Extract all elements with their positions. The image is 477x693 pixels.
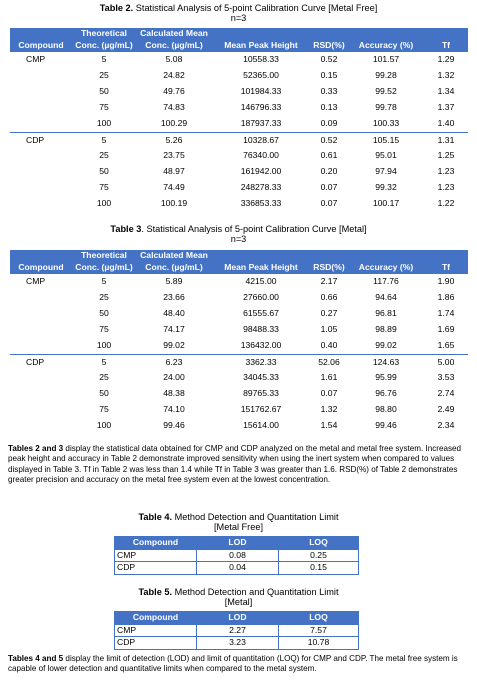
theoretical-conc-cell: 25 [99, 372, 109, 383]
table2-n: n=3 [230, 13, 247, 23]
header-compound: Compound [115, 612, 197, 625]
compound-cell: CDP [115, 637, 197, 650]
table4-caption [0, 512, 477, 532]
table-row [10, 84, 468, 100]
theoretical-conc-cell: 50 [99, 307, 109, 318]
tf-cell: 1.86 [437, 291, 455, 302]
compound-cell: CMP [115, 549, 197, 562]
compound-cell: CMP [10, 52, 72, 68]
theoretical-conc-cell: 25 [99, 150, 109, 161]
header-theoretical-unit: Conc. (µg/mL) [72, 39, 136, 52]
header-compound: Compound [10, 261, 72, 274]
compound-cell [10, 338, 72, 354]
table2-title-bold: Table 2. [99, 3, 134, 13]
table-row [10, 180, 468, 196]
tf-cell: 3.53 [437, 372, 455, 383]
table-row [10, 402, 468, 418]
theoretical-conc-cell: 75 [99, 323, 109, 334]
paragraph-2-bold: Tables 4 and 5 [8, 654, 64, 663]
table-row [10, 354, 468, 370]
header-calculated-unit: Conc. (µg/mL) [136, 261, 212, 274]
rsd-cell: 0.07 [320, 388, 338, 399]
rsd-cell: 0.20 [320, 166, 338, 177]
table-row [10, 100, 468, 116]
theoretical-conc-cell: 5 [72, 132, 136, 148]
compound-cell [10, 116, 72, 132]
tf-cell: 1.90 [424, 274, 468, 290]
tf-cell: 2.49 [437, 404, 455, 415]
table3-header-row-2 [10, 261, 468, 274]
peak-height-cell: 136432.00 [240, 339, 282, 350]
calculated-conc-cell: 99.02 [163, 339, 185, 350]
table3-title: . Statistical Analysis of 5-point Calibration Curve [Metal] [141, 224, 367, 234]
header-loq: LOQ [279, 537, 359, 550]
header-lod: LOD [197, 537, 279, 550]
rsd-cell: 0.52 [310, 52, 348, 68]
calculated-conc-cell: 48.38 [163, 388, 185, 399]
paragraph-2-text: display the limit of detection (LOD) and limit of quantitation (LOQ) for CMP and CDP. The metal free system is capable of lower detection and quantitative limits when compared to the metal system. [8, 654, 458, 674]
table5 [114, 611, 359, 650]
table-row [10, 116, 468, 132]
table2-header-row-2 [10, 39, 468, 52]
table-row [10, 274, 468, 290]
table2 [10, 28, 468, 212]
loq-cell: 0.15 [279, 562, 359, 575]
table-row [115, 637, 359, 650]
header-peak: Mean Peak Height [212, 39, 310, 52]
calculated-conc-cell: 99.46 [163, 420, 185, 431]
peak-height-cell: 15614.00 [243, 420, 279, 431]
header-calculated: Calculated Mean [136, 250, 212, 261]
paragraph-tables-2-3 [0, 444, 477, 486]
tf-cell: 1.32 [437, 69, 455, 80]
calculated-conc-cell: 23.75 [163, 150, 185, 161]
peak-height-cell: 27660.00 [243, 291, 279, 302]
theoretical-conc-cell: 100 [96, 420, 112, 431]
calculated-conc-cell: 100.29 [160, 117, 188, 128]
theoretical-conc-cell: 75 [99, 101, 109, 112]
compound-cell: CMP [10, 274, 72, 290]
rsd-cell: 0.33 [320, 85, 338, 96]
accuracy-cell: 99.32 [375, 182, 397, 193]
compound-cell [10, 100, 72, 116]
peak-height-cell: 248278.33 [240, 182, 282, 193]
header-compound: Compound [10, 39, 72, 52]
table-row [10, 386, 468, 402]
accuracy-cell: 96.76 [375, 388, 397, 399]
peak-height-cell: 89765.33 [243, 388, 279, 399]
table-row [10, 290, 468, 306]
calculated-conc-cell: 23.66 [163, 291, 185, 302]
lod-cell: 3.23 [197, 637, 279, 650]
accuracy-cell: 98.80 [375, 404, 397, 415]
rsd-cell: 0.15 [320, 69, 338, 80]
peak-height-cell: 146796.33 [240, 101, 282, 112]
compound-cell: CMP [115, 624, 197, 637]
rsd-cell: 0.09 [320, 117, 338, 128]
peak-height-cell: 98488.33 [243, 323, 279, 334]
table4-subtitle: [Metal Free] [213, 522, 263, 532]
accuracy-cell: 96.81 [375, 307, 397, 318]
table3-title-bold: Table 3 [110, 224, 142, 234]
table3-caption [0, 224, 477, 244]
peak-height-cell: 10328.67 [212, 132, 310, 148]
header-theoretical-unit: Conc. (µg/mL) [72, 261, 136, 274]
accuracy-cell: 117.76 [348, 274, 424, 290]
calculated-conc-cell: 74.83 [163, 101, 185, 112]
compound-cell [10, 322, 72, 338]
lod-cell: 2.27 [197, 624, 279, 637]
compound-cell [10, 402, 72, 418]
theoretical-conc-cell: 50 [99, 85, 109, 96]
table-row [115, 562, 359, 575]
accuracy-cell: 105.15 [348, 132, 424, 148]
accuracy-cell: 97.94 [375, 166, 397, 177]
paragraph-tables-4-5 [0, 654, 477, 675]
rsd-cell: 0.40 [320, 339, 338, 350]
theoretical-conc-cell: 5 [72, 274, 136, 290]
calculated-conc-cell: 100.19 [160, 198, 188, 209]
header-rsd: RSD(%) [310, 39, 348, 52]
header-peak: Mean Peak Height [212, 261, 310, 274]
tf-cell: 1.31 [424, 132, 468, 148]
accuracy-cell: 99.52 [375, 85, 397, 96]
table5-caption [0, 587, 477, 607]
rsd-cell: 1.61 [320, 372, 338, 383]
peak-height-cell: 4215.00 [212, 274, 310, 290]
theoretical-conc-cell: 100 [96, 198, 112, 209]
tf-cell: 1.23 [437, 166, 455, 177]
rsd-cell: 0.27 [320, 307, 338, 318]
compound-cell [10, 418, 72, 434]
theoretical-conc-cell: 100 [96, 117, 112, 128]
table3-header-row-1 [10, 250, 468, 261]
accuracy-cell: 99.78 [375, 101, 397, 112]
tf-cell: 1.69 [437, 323, 455, 334]
accuracy-cell: 99.02 [375, 339, 397, 350]
accuracy-cell: 100.33 [372, 117, 400, 128]
table-row [10, 68, 468, 84]
theoretical-conc-cell: 75 [99, 404, 109, 415]
table5-title: Method Detection and Quantitation Limit [172, 587, 339, 597]
calculated-conc-cell: 74.10 [163, 404, 185, 415]
compound-cell [10, 148, 72, 164]
lod-cell: 0.08 [197, 549, 279, 562]
table5-header-row [115, 612, 359, 625]
table-row [10, 148, 468, 164]
theoretical-conc-cell: 25 [99, 69, 109, 80]
theoretical-conc-cell: 50 [99, 166, 109, 177]
table2-title: Statistical Analysis of 5-point Calibration Curve [Metal Free] [133, 3, 378, 13]
compound-cell: CDP [10, 132, 72, 148]
tf-cell: 1.22 [437, 198, 455, 209]
peak-height-cell: 3362.33 [212, 354, 310, 370]
header-calculated: Calculated Mean [136, 28, 212, 39]
calculated-conc-cell: 6.23 [136, 354, 212, 370]
table4-title-bold: Table 4. [138, 512, 173, 522]
theoretical-conc-cell: 50 [99, 388, 109, 399]
loq-cell: 0.25 [279, 549, 359, 562]
peak-height-cell: 151762.67 [240, 404, 282, 415]
peak-height-cell: 10558.33 [212, 52, 310, 68]
accuracy-cell: 95.99 [375, 372, 397, 383]
compound-cell: CDP [115, 562, 197, 575]
table4 [114, 536, 359, 575]
header-accuracy: Accuracy (%) [348, 39, 424, 52]
table-row [10, 338, 468, 354]
table-row [115, 549, 359, 562]
accuracy-cell: 98.89 [375, 323, 397, 334]
accuracy-cell: 100.17 [372, 198, 400, 209]
tf-cell: 1.29 [424, 52, 468, 68]
compound-cell [10, 290, 72, 306]
table2-caption [0, 3, 477, 23]
table-row [10, 418, 468, 434]
rsd-cell: 0.07 [320, 198, 338, 209]
compound-cell [10, 84, 72, 100]
calculated-conc-cell: 5.89 [136, 274, 212, 290]
rsd-cell: 0.13 [320, 101, 338, 112]
header-loq: LOQ [279, 612, 359, 625]
compound-cell [10, 386, 72, 402]
theoretical-conc-cell: 25 [99, 291, 109, 302]
tf-cell: 1.23 [437, 182, 455, 193]
rsd-cell: 0.66 [320, 291, 338, 302]
table3 [10, 250, 468, 434]
theoretical-conc-cell: 75 [99, 182, 109, 193]
compound-cell [10, 306, 72, 322]
compound-cell [10, 196, 72, 212]
peak-height-cell: 187937.33 [240, 117, 282, 128]
tf-cell: 1.40 [437, 117, 455, 128]
table4-header-row [115, 537, 359, 550]
table-row [10, 52, 468, 68]
theoretical-conc-cell: 100 [96, 339, 112, 350]
paragraph-1-bold: Tables 2 and 3 [8, 444, 64, 453]
peak-height-cell: 336853.33 [240, 198, 282, 209]
header-tf: Tf [424, 261, 468, 274]
peak-height-cell: 161942.00 [240, 166, 282, 177]
calculated-conc-cell: 48.40 [163, 307, 185, 318]
header-lod: LOD [197, 612, 279, 625]
tf-cell: 1.74 [437, 307, 455, 318]
compound-cell [10, 164, 72, 180]
table-row [10, 196, 468, 212]
header-calculated-unit: Conc. (µg/mL) [136, 39, 212, 52]
rsd-cell: 1.54 [320, 420, 338, 431]
lod-cell: 0.04 [197, 562, 279, 575]
rsd-cell: 52.06 [310, 354, 348, 370]
header-theoretical: Theoretical [72, 250, 136, 261]
table-row [10, 164, 468, 180]
rsd-cell: 2.17 [310, 274, 348, 290]
calculated-conc-cell: 74.49 [163, 182, 185, 193]
calculated-conc-cell: 24.82 [163, 69, 185, 80]
calculated-conc-cell: 48.97 [163, 166, 185, 177]
table2-header-row-1 [10, 28, 468, 39]
compound-cell [10, 68, 72, 84]
calculated-conc-cell: 5.26 [136, 132, 212, 148]
table5-subtitle: [Metal] [224, 597, 253, 607]
rsd-cell: 0.61 [320, 150, 338, 161]
peak-height-cell: 76340.00 [243, 150, 279, 161]
accuracy-cell: 99.28 [375, 69, 397, 80]
accuracy-cell: 99.46 [375, 420, 397, 431]
rsd-cell: 1.05 [320, 323, 338, 334]
table-row [10, 306, 468, 322]
table-row [10, 370, 468, 386]
tf-cell: 1.25 [437, 150, 455, 161]
calculated-conc-cell: 5.08 [136, 52, 212, 68]
table5-title-bold: Table 5. [138, 587, 173, 597]
table3-n: n=3 [230, 234, 247, 244]
table-row [10, 322, 468, 338]
header-theoretical: Theoretical [72, 28, 136, 39]
tf-cell: 1.34 [437, 85, 455, 96]
table-row [115, 624, 359, 637]
peak-height-cell: 101984.33 [240, 85, 282, 96]
table-row [10, 132, 468, 148]
loq-cell: 7.57 [279, 624, 359, 637]
header-compound: Compound [115, 537, 197, 550]
compound-cell [10, 370, 72, 386]
peak-height-cell: 61555.67 [243, 307, 279, 318]
rsd-cell: 0.07 [320, 182, 338, 193]
tf-cell: 5.00 [424, 354, 468, 370]
peak-height-cell: 52365.00 [243, 69, 279, 80]
tf-cell: 1.37 [437, 101, 455, 112]
theoretical-conc-cell: 5 [72, 52, 136, 68]
peak-height-cell: 34045.33 [243, 372, 279, 383]
header-accuracy: Accuracy (%) [348, 261, 424, 274]
accuracy-cell: 95.01 [375, 150, 397, 161]
accuracy-cell: 101.57 [348, 52, 424, 68]
calculated-conc-cell: 49.76 [163, 85, 185, 96]
theoretical-conc-cell: 5 [72, 354, 136, 370]
tf-cell: 1.65 [437, 339, 455, 350]
calculated-conc-cell: 74.17 [163, 323, 185, 334]
compound-cell: CDP [10, 354, 72, 370]
table4-title: Method Detection and Quantitation Limit [172, 512, 339, 522]
header-tf: Tf [424, 39, 468, 52]
accuracy-cell: 94.64 [375, 291, 397, 302]
accuracy-cell: 124.63 [348, 354, 424, 370]
header-rsd: RSD(%) [310, 261, 348, 274]
loq-cell: 10.78 [279, 637, 359, 650]
rsd-cell: 1.32 [320, 404, 338, 415]
calculated-conc-cell: 24.00 [163, 372, 185, 383]
tf-cell: 2.74 [437, 388, 455, 399]
paragraph-1-text: display the statistical data obtained for CMP and CDP analyzed on the metal and metal free system. Increased peak height and accuracy in Table 2 demonstrate improved sensitivity when using the inert system when compared to values displayed in Table 3. Tf in Table 2 was less than 1.4 while Tf in Table 3 was greater than 1.6. RSD(%) of Table 2 demonstrates greater precision and accuracy on the metal free system even at the lowest concentration. [8, 444, 462, 485]
rsd-cell: 0.52 [310, 132, 348, 148]
compound-cell [10, 180, 72, 196]
tf-cell: 2.34 [437, 420, 455, 431]
